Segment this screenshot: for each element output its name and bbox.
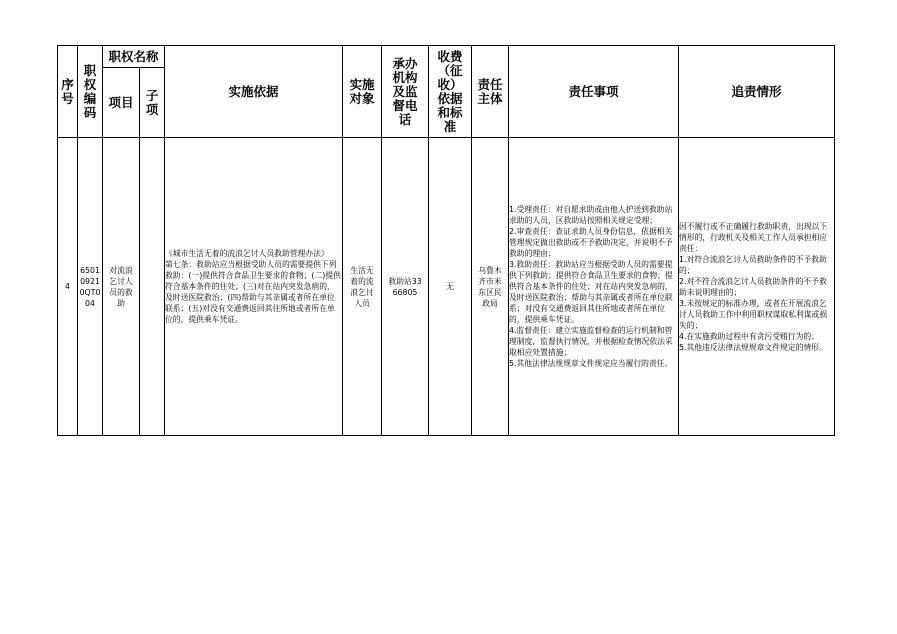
header-accountability: 追责情形 [679,46,835,138]
header-target: 实施对象 [343,46,382,138]
header-code: 职权编码 [78,46,103,138]
header-duty: 责任事项 [509,46,679,138]
cell-fee: 无 [429,138,472,436]
cell-basis: 《城市生活无着的流浪乞讨人员救助管理办法》 第七条：救助站应当根据受助人员的需要提供下列救助：(一)提供符合食品卫生要求的食物；(二)提供符合基本条件的住处；(三)对在站内突发急病的，及时送医院救治；(四)帮助与其亲属或者所在单位联系；(五)对没有交通费返回其住所地或者所在单位的，提供乘车凭证。 [165,138,343,436]
header-subitem: 子项 [140,68,165,138]
header-basis: 实施依据 [165,46,343,138]
cell-seq: 4 [58,138,78,436]
cell-subitem [140,138,165,436]
header-agency: 承办机构及监督电话 [382,46,429,138]
header-name-group: 职权名称 [103,46,165,68]
cell-code: 65010921 0QT004 [78,138,103,436]
cell-target: 生活无着的流浪乞讨人员 [343,138,382,436]
cell-accountability: 因不履行或不正确履行救助职责，出现以下情形的，行政机关及相关工作人员承担相应责任： 1.对符合流浪乞讨人员救助条件的不予救助的； 2.对不符合流浪乞讨人员救助条件的不予救助未说明理由的； 3.未按规定的标准办理，或者在开展流浪乞讨人员救助工作中利用职权谋取私利谋或损失的； 4.在实施救助过程中有贪污受贿行为的； 5.其他违反法律法规规章文件规定的情形。 [679,138,835,436]
cell-subject: 乌鲁木齐市米东区民政局 [472,138,509,436]
cell-agency: 救助站3366805 [382,138,429,436]
header-subject: 责任主体 [472,46,509,138]
cell-item: 对流浪乞讨人员的救助 [103,138,140,436]
header-item: 项目 [103,68,140,138]
authority-table [57,45,835,436]
header-fee: 收费（征收）依据和标准 [429,46,472,138]
cell-duty: 1.受理责任：对自愿求助或由他人护送到救助站求助的人员，区救助站按照相关规定受理； 2.审查责任：查证求助人员身份信息，依据相关管理规定做出救助或不予救助决定，并说明不予救助的理由； 3.救助责任：救助站应当根据受助人员的需要提供下列救助；提供符合食品卫生要求的食物；提供符合基本条件的住处；对在站内突发急病的，及时送医院救治；帮助与其亲属或者所在单位联系；对没有交通费返回其住所地或者所在单位的，提供乘车凭证。 4.监督责任：建立实施监督检查的运行机制和管理制度，监督执行情况，并根据检查情况依法采取相应处置措施； 5.其他法律法规规章文件规定应当履行的责任。 [509,138,679,436]
header-seq: 序号 [58,46,78,138]
